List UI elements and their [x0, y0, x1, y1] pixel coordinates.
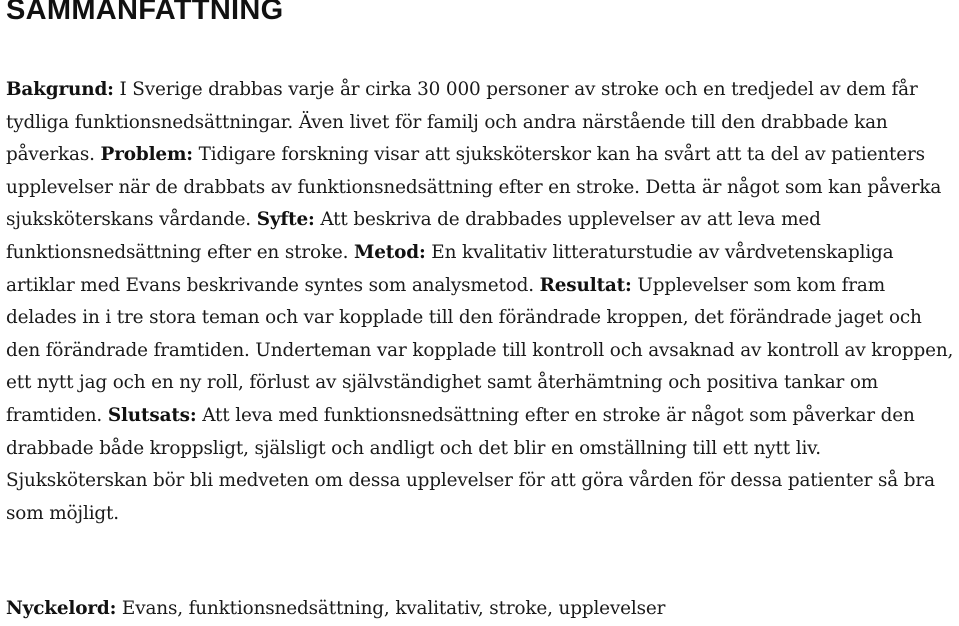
keywords-label: Nyckelord:: [6, 598, 117, 619]
problem-text: Tidigare forskning visar att sjuksköterskor kan ha svårt att ta del av patienters upplevelser när de drabbats av funktionsnedsättning efter en stroke. Detta är något som kan påverka sjuksköterskans vårdande.: [6, 144, 942, 231]
background-text: I Sverige drabbas varje år cirka 30 000 personer av stroke och en tredjedel av dem får tydliga funktionsnedsättningar. Även livet för familj och andra närstående till den drabbade kan påverkas.: [6, 79, 918, 166]
keywords-text: Evans, funktionsnedsättning, kvalitativ, stroke, upplevelser: [116, 598, 666, 619]
aim-label: Syfte:: [256, 209, 315, 231]
method-text: En kvalitativ litteraturstudie av vårdvetenskapliga artiklar med Evans beskrivande syntes som analysmetod.: [6, 241, 894, 296]
result-label: Resultat:: [539, 274, 632, 296]
abstract-paragraph: [6, 74, 959, 530]
aim-text: Att beskriva de drabbades upplevelser av att leva med funktionsnedsättning efter en stroke.: [6, 209, 821, 263]
page-heading: SAMMANFATTNING: [6, 0, 284, 26]
conclusion-label: Slutsats:: [107, 404, 197, 426]
result-text: Upplevelser som kom fram delades in i tre stora teman och var kopplade till den förändrade kroppen, det förändrade jaget och den förändrade framtiden. Underteman var kopplade till kontroll och avsaknad av kontroll av kroppen, ett nytt jag och en ny roll, förlust av självständighet samt återhämtning och positiva tankar om framtiden.: [6, 274, 954, 426]
conclusion-text: Att leva med funktionsnedsättning efter en stroke är något som påverkar den drabbade både kroppsligt, själsligt och andligt och det blir en omställning till ett nytt liv. Sjuksköterskan bör bli medveten om dessa upplevelser för att göra vården för dessa patienter så bra som möjligt.: [6, 404, 935, 524]
method-label: Metod:: [354, 241, 426, 263]
problem-label: Problem:: [100, 144, 193, 166]
background-label: Bakgrund:: [6, 79, 114, 100]
keywords-line: [6, 594, 665, 624]
